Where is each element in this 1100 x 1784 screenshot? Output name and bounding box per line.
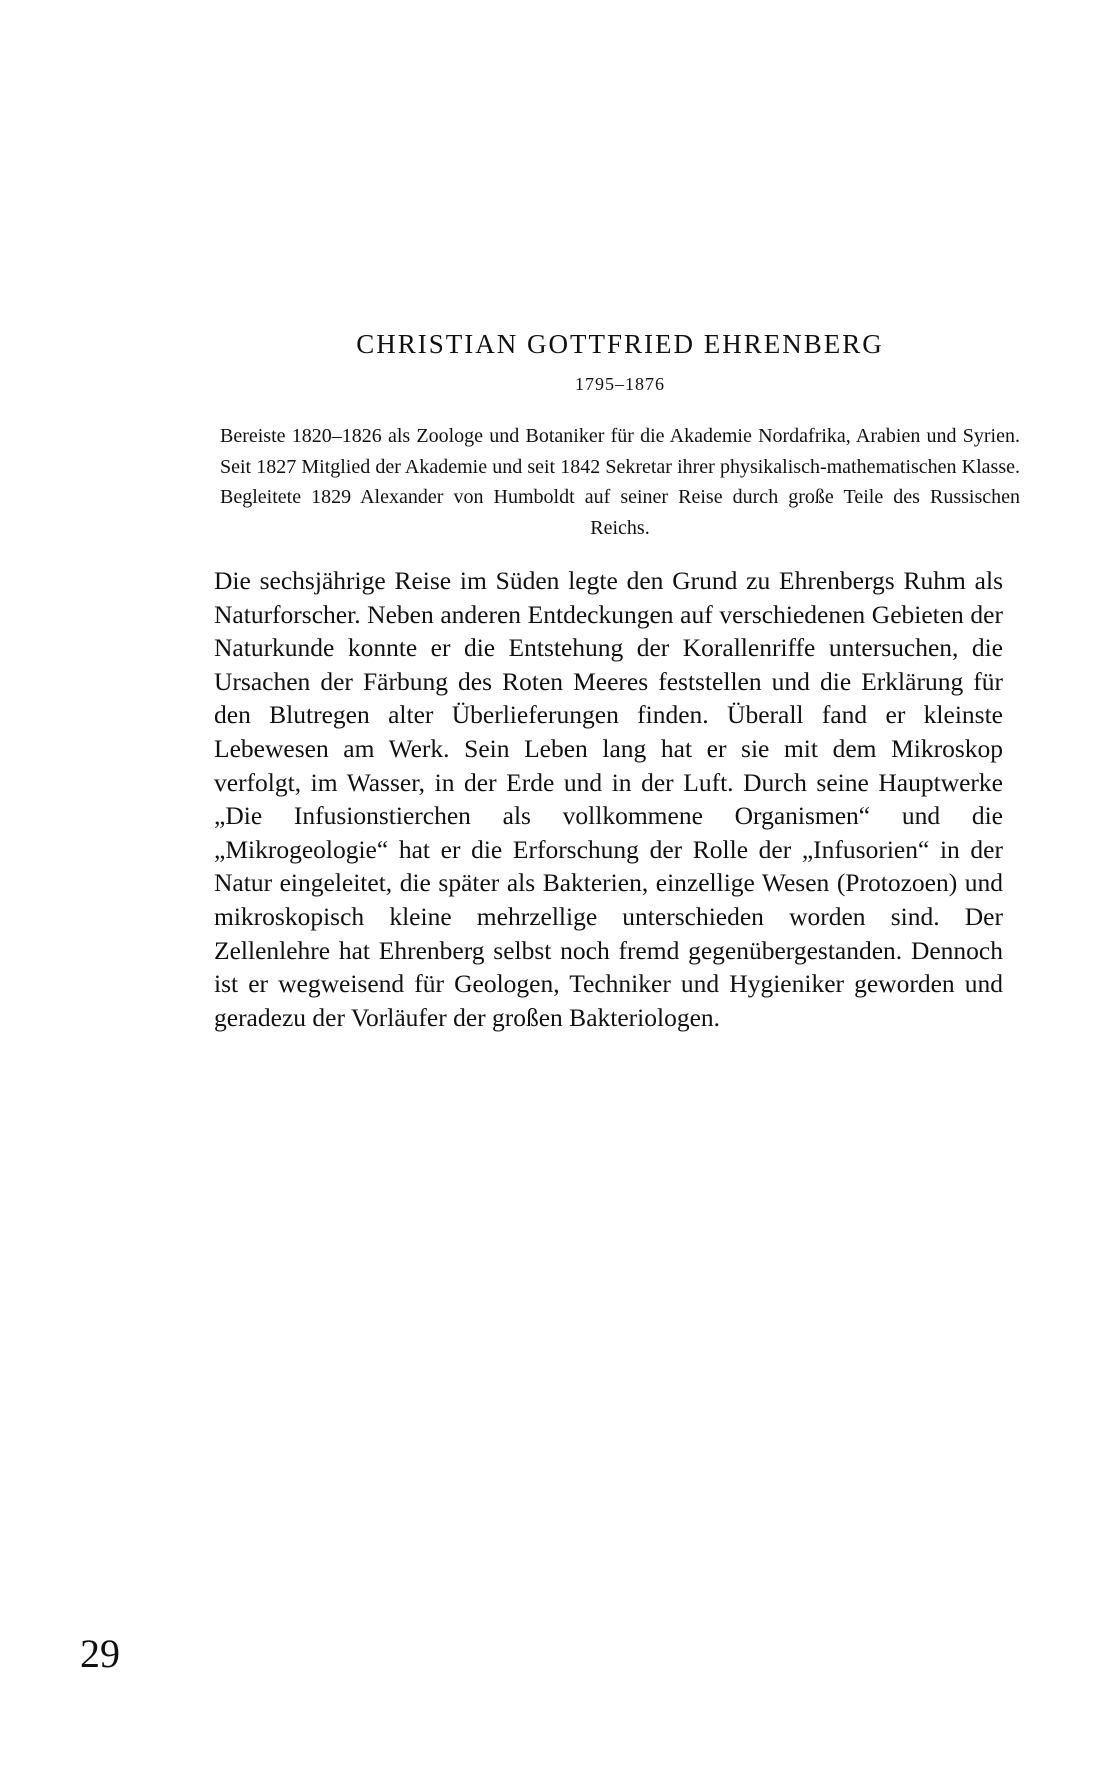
page-number: 29 [80,1631,120,1676]
person-name-heading: CHRISTIAN GOTTFRIED EHRENBERG [356,329,884,359]
body-text: Die sechsjährige Reise im Süden legte den Grund zu Ehrenbergs Ruhm als Naturforscher. Neben anderen Entdeckungen auf verschiedenen Gebieten der Naturkunde konnte er die Entstehung der Korallenriffe untersuchen, die Ursachen der Färbung des Roten Meeres feststellen und die Erklärung für den Blutregen alter Überlieferungen finden. Überall fand er kleinste Lebewesen am Werk. Sein Leben lang hat er sie mit dem Mikroskop verfolgt, im Wasser, in der Erde und in der Luft. Durch seine Hauptwerke „Die Infusionstierchen als vollkommene Organismen“ und die „Mikrogeologie“ hat er die Erforschung der Rolle der „Infusorien“ in der Natur eingeleitet, die später als Bakterien, einzellige Wesen (Protozoen) und mikroskopisch kleine mehrzellige unterschieden worden sind. Der Zellenlehre hat Ehrenberg selbst noch fremd gegenübergestanden. Dennoch ist er wegweisend für Geologen, Techniker und Hygieniker geworden und geradezu der Vorläufer der großen Bakteriologen. [214,566,1003,1032]
biography-summary: Bereiste 1820–1826 als Zoologe und Botaniker für die Akademie Nordafrika, Arabien und Syrien. Seit 1827 Mitglied der Akademie und seit 1842 Sekretar ihrer physikalisch-mathematischen Klasse. Begleitete 1829 Alexander von Humboldt auf seiner Reise durch große Teile des Russischen Reichs. [220,425,1020,539]
life-years: 1795–1876 [575,374,665,394]
